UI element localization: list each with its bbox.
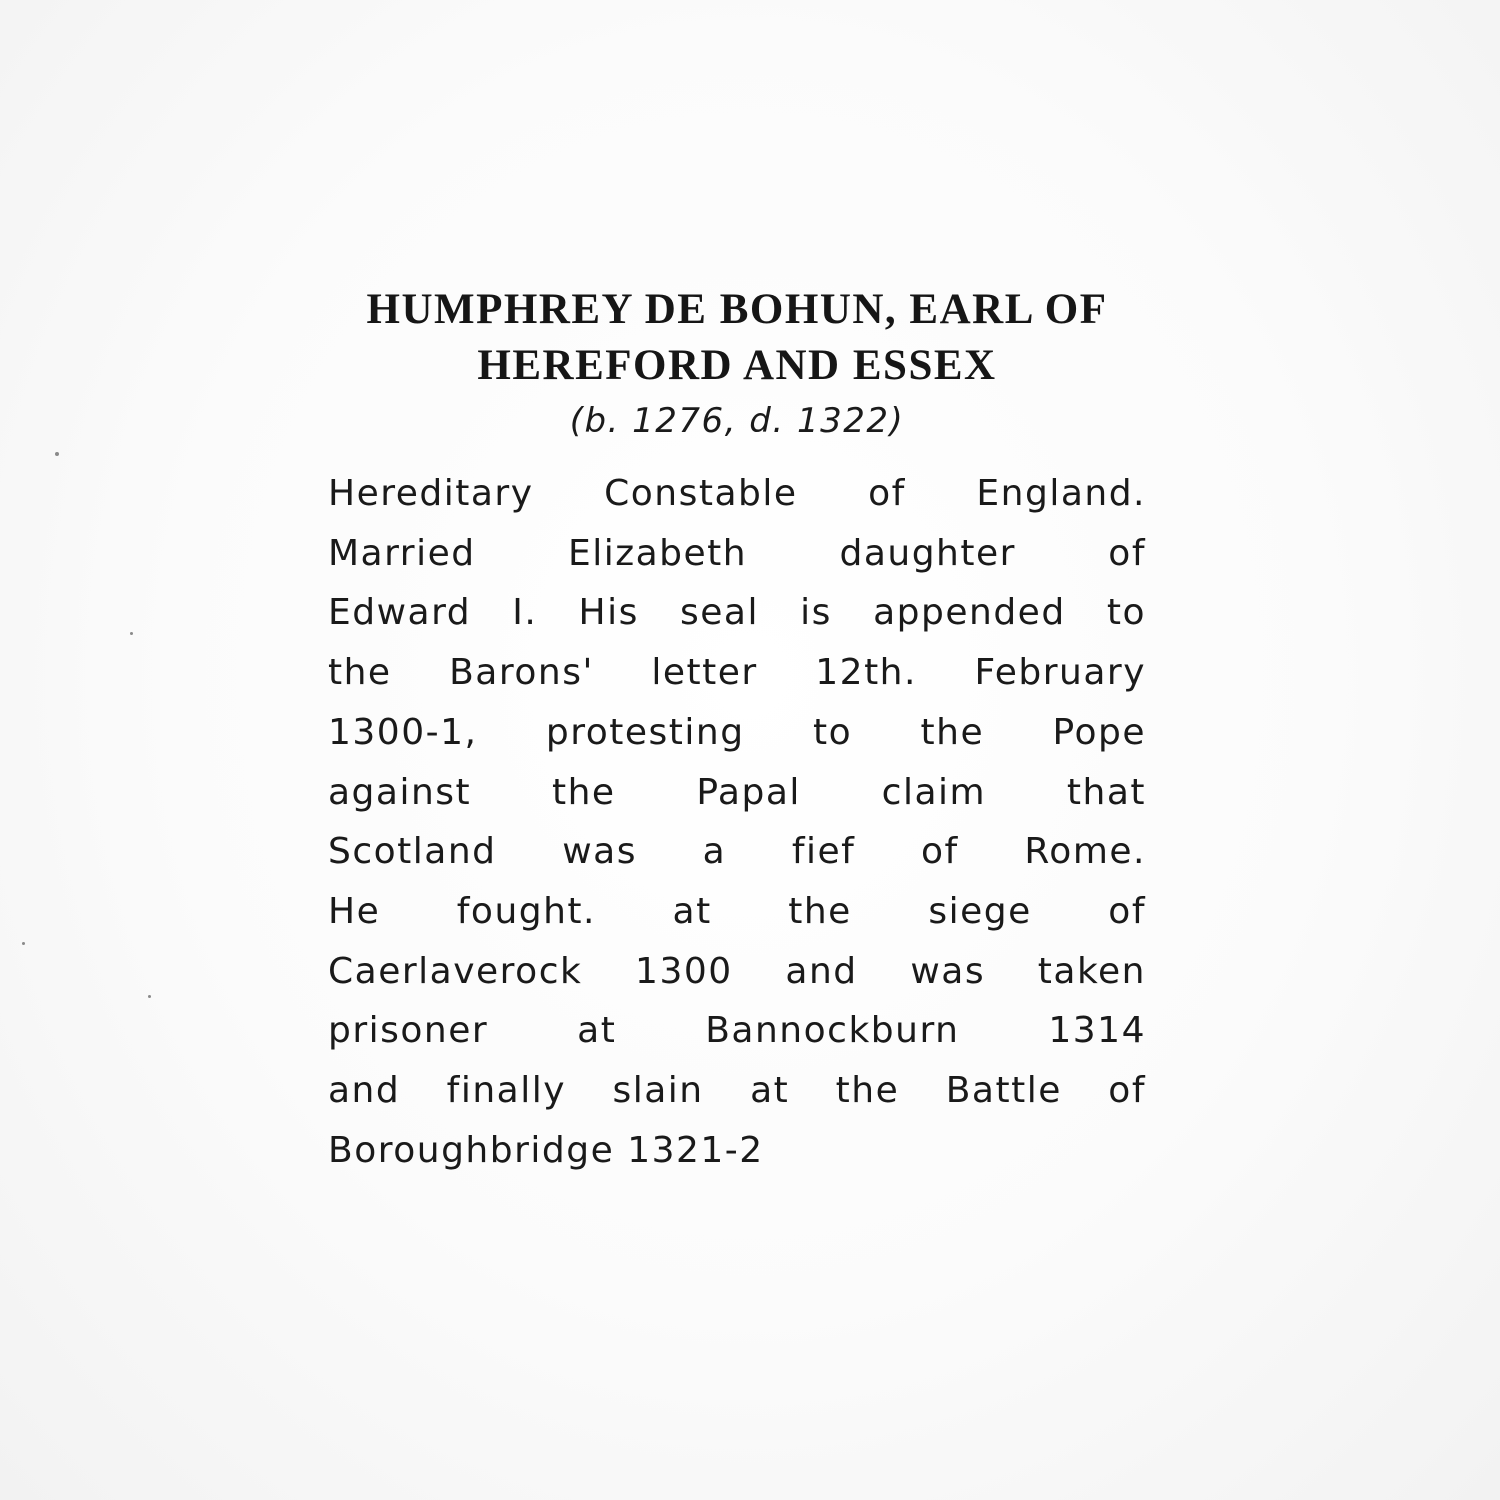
- biography-line: prisoner at Bannockburn 1314: [328, 1010, 1146, 1052]
- biography-line: He fought. at the siege of: [328, 890, 1146, 932]
- biography-text: [328, 464, 1146, 1180]
- plate-inscription: [328, 282, 1146, 1180]
- biography-line: Married Elizabeth daughter of: [328, 532, 1146, 574]
- biography-line: Hereditary Constable of England.: [328, 473, 1146, 514]
- surface-speck: [130, 632, 133, 635]
- biography-line: Edward I. His seal is appended to: [328, 592, 1146, 634]
- life-dates: (b. 1276, d. 1322): [569, 401, 905, 441]
- title-line-1: HUMPHREY DE BOHUN, EARL OF: [366, 286, 1108, 333]
- biography-line: Boroughbridge 1321-2: [328, 1129, 764, 1171]
- biography-line: 1300-1, protesting to the Pope: [328, 711, 1146, 753]
- biography-line: and finally slain at the Battle of: [328, 1070, 1146, 1112]
- biography-line: Scotland was a fief of Rome.: [328, 831, 1146, 873]
- biography-line: against the Papal claim that: [328, 771, 1146, 813]
- inscription-title: [328, 282, 1146, 394]
- biography-line: the Barons' letter 12th. February: [328, 652, 1146, 694]
- surface-speck: [55, 452, 59, 456]
- title-line-2: HEREFORD AND ESSEX: [477, 342, 997, 389]
- surface-speck: [22, 942, 25, 945]
- surface-speck: [148, 995, 151, 998]
- biography-line: Caerlaverock 1300 and was taken: [328, 950, 1146, 992]
